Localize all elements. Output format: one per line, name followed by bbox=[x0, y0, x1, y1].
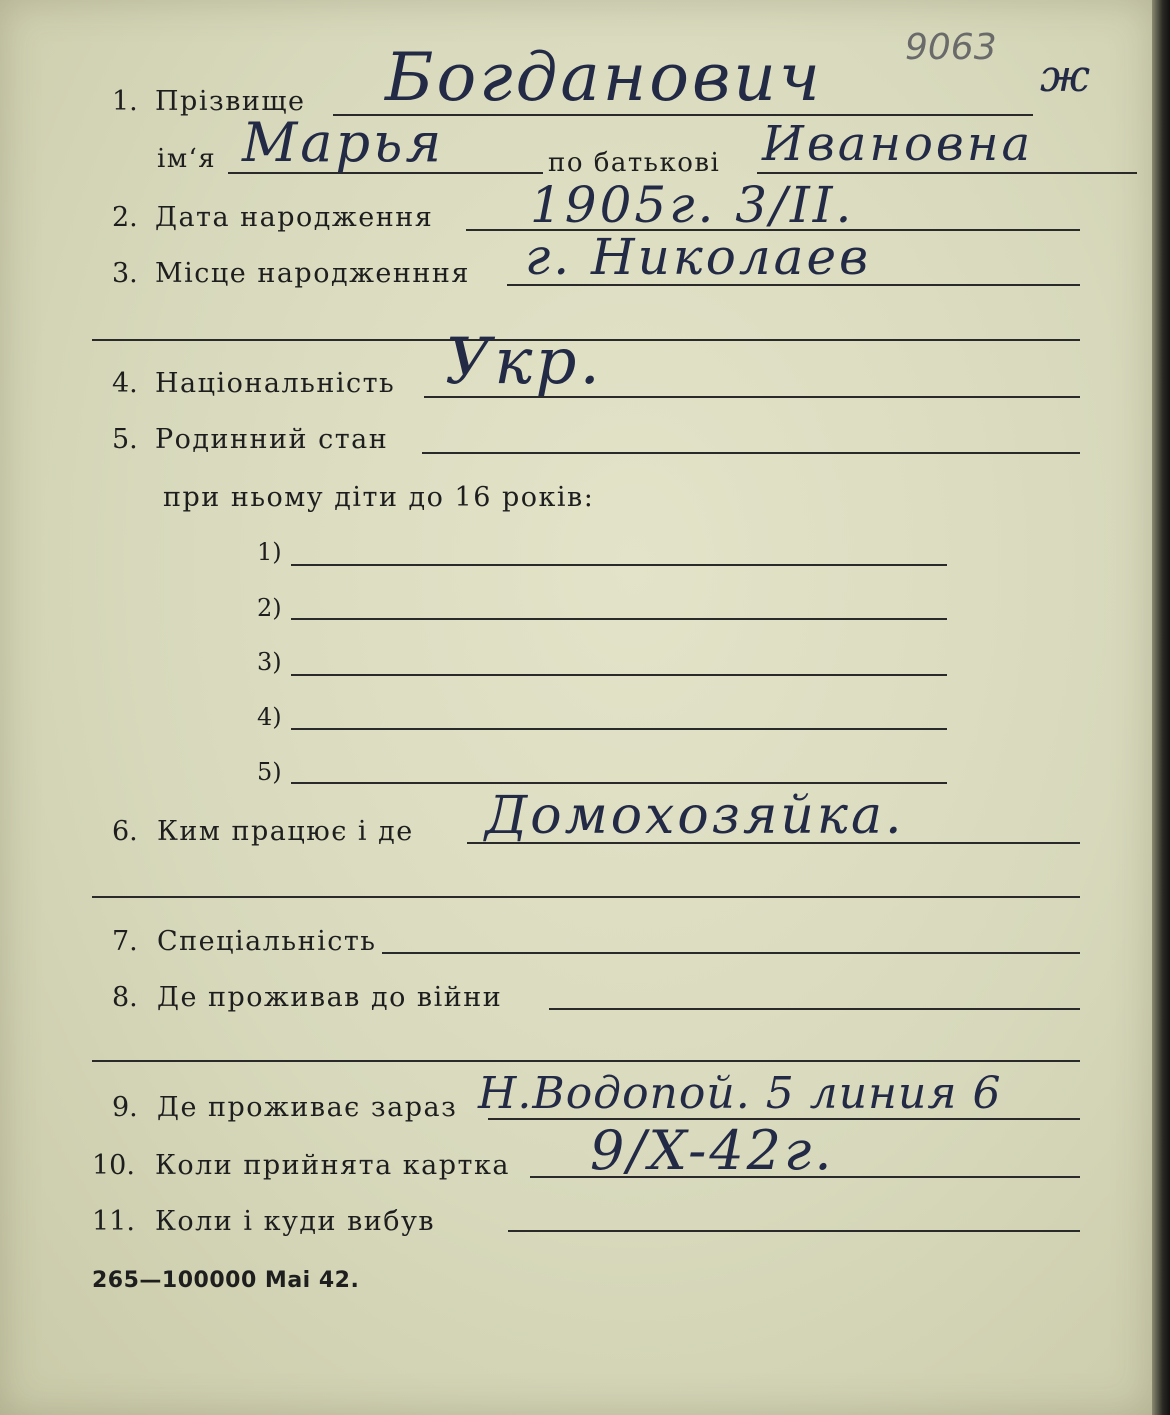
marital-status-line bbox=[422, 452, 1080, 454]
field-number: 4. bbox=[112, 368, 138, 399]
print-code: 265—100000 Mai 42. bbox=[92, 1268, 360, 1293]
gender-mark: ж bbox=[1040, 51, 1094, 102]
field-number: 3. bbox=[112, 258, 138, 289]
field-number: 6. bbox=[112, 816, 138, 847]
field-number: 8. bbox=[112, 982, 138, 1013]
child-number: 2) bbox=[257, 594, 282, 622]
child-line bbox=[291, 782, 947, 784]
patronymic-line bbox=[757, 172, 1137, 174]
archive-number: 9063 bbox=[905, 27, 997, 68]
child-line bbox=[291, 564, 947, 566]
child-number: 4) bbox=[257, 703, 282, 731]
child-line bbox=[291, 674, 947, 676]
patronymic-value: Ивановна bbox=[762, 116, 1034, 172]
occupation-value: Домохозяйка. bbox=[485, 786, 905, 846]
child-number: 1) bbox=[257, 538, 282, 566]
card-edge bbox=[1152, 0, 1170, 1415]
marital-status-label: Родинний стан bbox=[155, 424, 389, 455]
patronymic-label: по батькові bbox=[548, 148, 721, 178]
child-number: 5) bbox=[257, 758, 282, 786]
prewar-residence-line bbox=[549, 1008, 1080, 1010]
field-number: 7. bbox=[112, 926, 138, 957]
card-accepted-value: 9/X-42г. bbox=[590, 1119, 835, 1182]
surname-label: Прізвище bbox=[155, 86, 306, 117]
field-number: 5. bbox=[112, 424, 138, 455]
child-line bbox=[291, 618, 947, 620]
field-number: 10. bbox=[92, 1150, 135, 1181]
specialty-label: Спеціальність bbox=[157, 926, 377, 957]
prewar-residence-line-2 bbox=[92, 1060, 1080, 1062]
field-number: 2. bbox=[112, 202, 138, 233]
departure-label: Коли і куди вибув bbox=[155, 1206, 436, 1237]
surname-value: Богданович bbox=[385, 39, 823, 116]
occupation-label: Ким працює і де bbox=[157, 816, 414, 847]
current-residence-value: Н.Водопой. 5 линия 6 bbox=[478, 1068, 1002, 1119]
occupation-line-2 bbox=[92, 896, 1080, 898]
birth-place-value: г. Николаев bbox=[525, 228, 872, 286]
child-number: 3) bbox=[257, 648, 282, 676]
field-number: 9. bbox=[112, 1092, 138, 1123]
card-accepted-label: Коли прийнята картка bbox=[155, 1150, 510, 1181]
child-line bbox=[291, 728, 947, 730]
birth-date-label: Дата народження bbox=[155, 202, 434, 233]
prewar-residence-label: Де проживав до війни bbox=[157, 982, 503, 1013]
birth-place-label: Місце народженння bbox=[155, 258, 470, 289]
nationality-value: Укр. bbox=[445, 325, 603, 399]
nationality-label: Національність bbox=[155, 368, 396, 399]
birth-date-value: 1905г. 3/II. bbox=[530, 176, 855, 234]
current-residence-label: Де проживає зараз bbox=[157, 1092, 458, 1123]
field-number: 11. bbox=[92, 1206, 135, 1237]
first-name-value: Марья bbox=[242, 111, 445, 174]
children-label: при ньому діти до 16 років: bbox=[163, 482, 595, 513]
specialty-line bbox=[382, 952, 1080, 954]
departure-line bbox=[508, 1230, 1080, 1232]
field-number: 1. bbox=[112, 86, 138, 117]
first-name-label: ім‘я bbox=[157, 144, 217, 174]
